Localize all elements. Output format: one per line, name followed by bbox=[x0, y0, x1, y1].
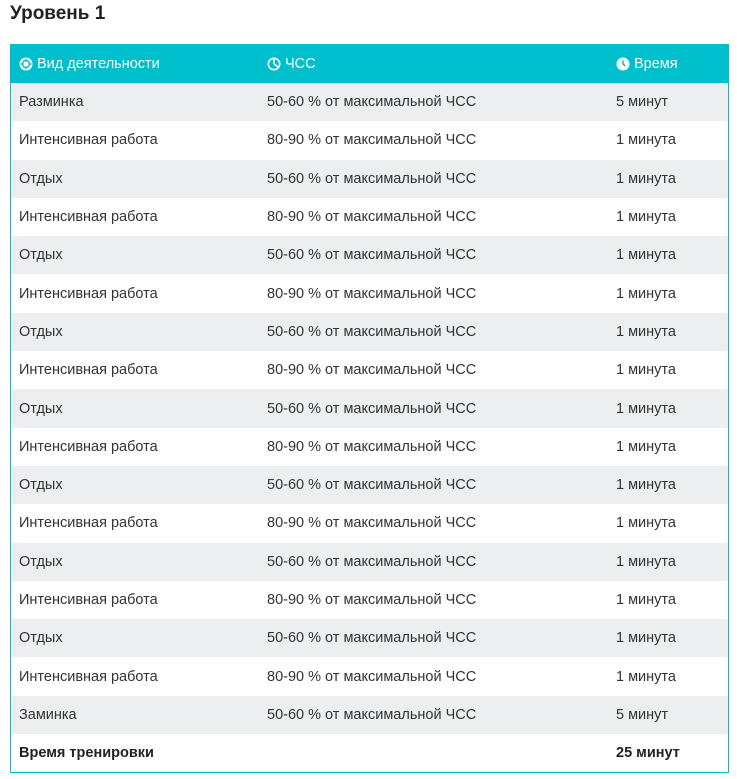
clock-icon bbox=[616, 57, 630, 71]
cell-activity: Интенсивная работа bbox=[19, 132, 158, 149]
table-row bbox=[11, 657, 728, 695]
cell-hr: 80-90 % от максимальной ЧСС bbox=[267, 668, 477, 685]
cell-time: 1 минута bbox=[616, 323, 676, 340]
cell-time: 1 минута bbox=[616, 477, 676, 494]
cell-activity: Интенсивная работа bbox=[19, 515, 158, 532]
cell-hr: 80-90 % от максимальной ЧСС bbox=[267, 209, 477, 226]
header-hr: ЧСС bbox=[285, 55, 316, 72]
total-label: Время тренировки bbox=[19, 745, 154, 762]
cell-activity: Разминка bbox=[19, 94, 84, 111]
cell-activity: Интенсивная работа bbox=[19, 592, 158, 608]
cell-hr: 80-90 % от максимальной ЧСС bbox=[267, 515, 477, 532]
cell-hr: 50-60 % от максимальной ЧСС bbox=[267, 706, 477, 723]
cell-time: 1 минута bbox=[616, 247, 676, 264]
table-row bbox=[11, 121, 728, 159]
cell-time: 1 минута bbox=[616, 132, 676, 149]
table-row bbox=[11, 581, 728, 619]
cell-hr: 80-90 % от максимальной ЧСС bbox=[267, 132, 477, 149]
cell-time: 5 минут bbox=[616, 94, 669, 111]
table-row bbox=[11, 274, 728, 312]
cell-hr: 50-60 % от максимальной ЧСС bbox=[267, 477, 477, 494]
cell-activity: Интенсивная работа bbox=[19, 668, 158, 685]
total-time: 25 минут bbox=[616, 745, 680, 762]
cell-hr: 80-90 % от максимальной ЧСС bbox=[267, 285, 477, 302]
cell-hr: 80-90 % от максимальной ЧСС bbox=[267, 438, 477, 455]
cell-hr: 50-60 % от максимальной ЧСС bbox=[267, 553, 477, 570]
table-row bbox=[11, 236, 728, 274]
cell-hr: 50-60 % от максимальной ЧСС bbox=[267, 247, 477, 264]
cell-time: 1 минута bbox=[616, 170, 676, 187]
cell-time: 5 минут bbox=[616, 706, 669, 723]
cell-time: 1 минута bbox=[616, 515, 676, 532]
cell-activity: Отдых bbox=[19, 170, 63, 187]
workout-table bbox=[10, 44, 729, 773]
cell-time: 1 минута bbox=[616, 592, 676, 608]
header-activity: Вид деятельности bbox=[37, 55, 160, 72]
cell-activity: Отдых bbox=[19, 400, 63, 417]
cell-activity: Интенсивная работа bbox=[19, 362, 158, 379]
cell-hr: 80-90 % от максимальной ЧСС bbox=[267, 362, 477, 379]
cell-hr: 80-90 % от максимальной ЧСС bbox=[267, 592, 477, 608]
cell-hr: 50-60 % от максимальной ЧСС bbox=[267, 323, 477, 340]
cell-time: 1 минута bbox=[616, 285, 676, 302]
cell-activity: Отдых bbox=[19, 247, 63, 264]
cell-time: 1 минута bbox=[616, 668, 676, 685]
header-time: Время bbox=[634, 55, 678, 72]
cell-activity: Отдых bbox=[19, 323, 63, 340]
table-row bbox=[11, 313, 728, 351]
cell-activity: Заминка bbox=[19, 706, 77, 723]
table-row bbox=[11, 160, 728, 198]
cell-activity: Отдых bbox=[19, 477, 63, 494]
table-row bbox=[11, 351, 728, 389]
table-row bbox=[11, 696, 728, 734]
cell-time: 1 минута bbox=[616, 553, 676, 570]
table-row bbox=[11, 466, 728, 504]
total-row bbox=[11, 734, 728, 772]
cell-hr: 50-60 % от максимальной ЧСС bbox=[267, 400, 477, 417]
cell-activity: Интенсивная работа bbox=[19, 209, 158, 226]
cell-activity: Отдых bbox=[19, 630, 63, 647]
table-row bbox=[11, 389, 728, 427]
cell-time: 1 минута bbox=[616, 630, 676, 647]
cell-hr: 50-60 % от максимальной ЧСС bbox=[267, 630, 477, 647]
cell-activity: Отдых bbox=[19, 553, 63, 570]
pie-chart-icon bbox=[267, 57, 281, 71]
crosshair-icon bbox=[19, 57, 33, 71]
cell-time: 1 минута bbox=[616, 362, 676, 379]
table-header bbox=[11, 44, 728, 83]
cell-time: 1 минута bbox=[616, 438, 676, 455]
cell-activity: Интенсивная работа bbox=[19, 285, 158, 302]
page-title: Уровень 1 bbox=[10, 3, 106, 24]
table-row bbox=[11, 428, 728, 466]
table-row bbox=[11, 543, 728, 581]
cell-time: 1 минута bbox=[616, 400, 676, 417]
cell-time: 1 минута bbox=[616, 209, 676, 226]
cell-hr: 50-60 % от максимальной ЧСС bbox=[267, 170, 477, 187]
cell-hr: 50-60 % от максимальной ЧСС bbox=[267, 94, 477, 111]
table-row bbox=[11, 504, 728, 542]
table-row bbox=[11, 619, 728, 657]
cell-activity: Интенсивная работа bbox=[19, 438, 158, 455]
table-row bbox=[11, 83, 728, 121]
table-row bbox=[11, 198, 728, 236]
